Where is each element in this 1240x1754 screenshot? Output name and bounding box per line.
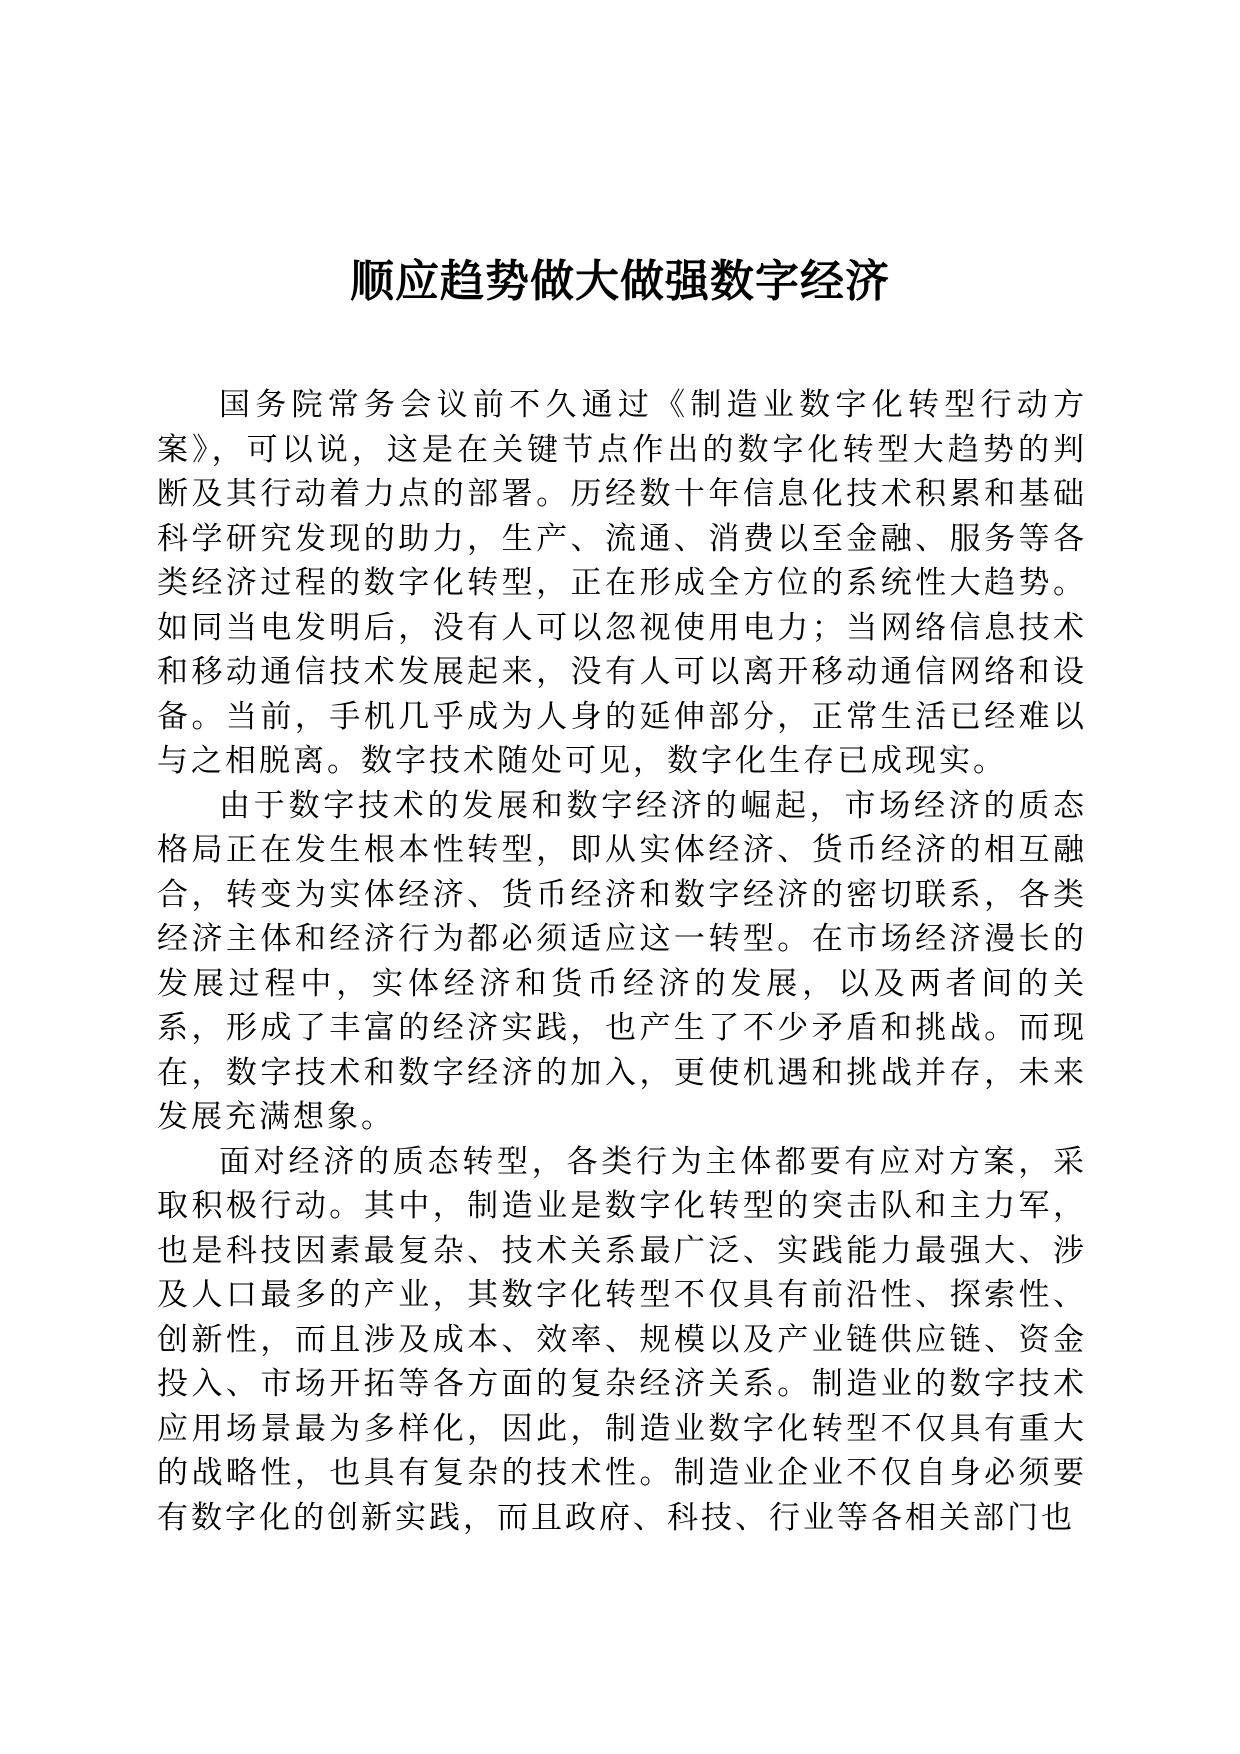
document-title: 顺应趋势做大做强数字经济: [350, 256, 890, 307]
paragraph-2: 由于数字技术的发展和数字经济的崛起，市场经济的质态格局正在发生根本性转型，即从实体经济、货币经济的相互融合，转变为实体经济、货币经济和数字经济的密切联系，各类经济主体和经济行为都必须适应这一转型。在市场经济漫长的发展过程中，实体经济和货币经济的发展，以及两者间的关系，形成了丰富的经济实践，也产生了不少矛盾和挑战。而现在，数字技术和数字经济的加入，更使机遇和挑战并存，未来发展充满想象。: [157, 787, 1087, 1135]
document-body: [157, 383, 1087, 1540]
paragraph-3: 面对经济的质态转型，各类行为主体都要有应对方案，采取积极行动。其中，制造业是数字化转型的突击队和主力军，也是科技因素最复杂、技术关系最广泛、实践能力最强大、涉及人口最多的产业，其数字化转型不仅具有前沿性、探索性、创新性，而且涉及成本、效率、规模以及产业链供应链、资金投入、市场开拓等各方面的复杂经济关系。制造业的数字技术应用场景最为多样化，因此，制造业数字化转型不仅具有重大的战略性，也具有复杂的技术性。制造业企业不仅自身必须要有数字化的创新实践，而且政府、科技、行业等各相关部门也: [157, 1143, 1087, 1536]
paragraph-1: 国务院常务会议前不久通过《制造业数字化转型行动方案》，可以说，这是在关键节点作出的数字化转型大趋势的判断及其行动着力点的部署。历经数十年信息化技术积累和基础科学研究发现的助力，生产、流通、消费以至金融、服务等各类经济过程的数字化转型，正在形成全方位的系统性大趋势。如同当电发明后，没有人可以忽视使用电力；当网络信息技术和移动通信技术发展起来，没有人可以离开移动通信网络和设备。当前，手机几乎成为人身的延伸部分，正常生活已经难以与之相脱离。数字技术随处可见，数字化生存已成现实。: [157, 387, 1087, 779]
